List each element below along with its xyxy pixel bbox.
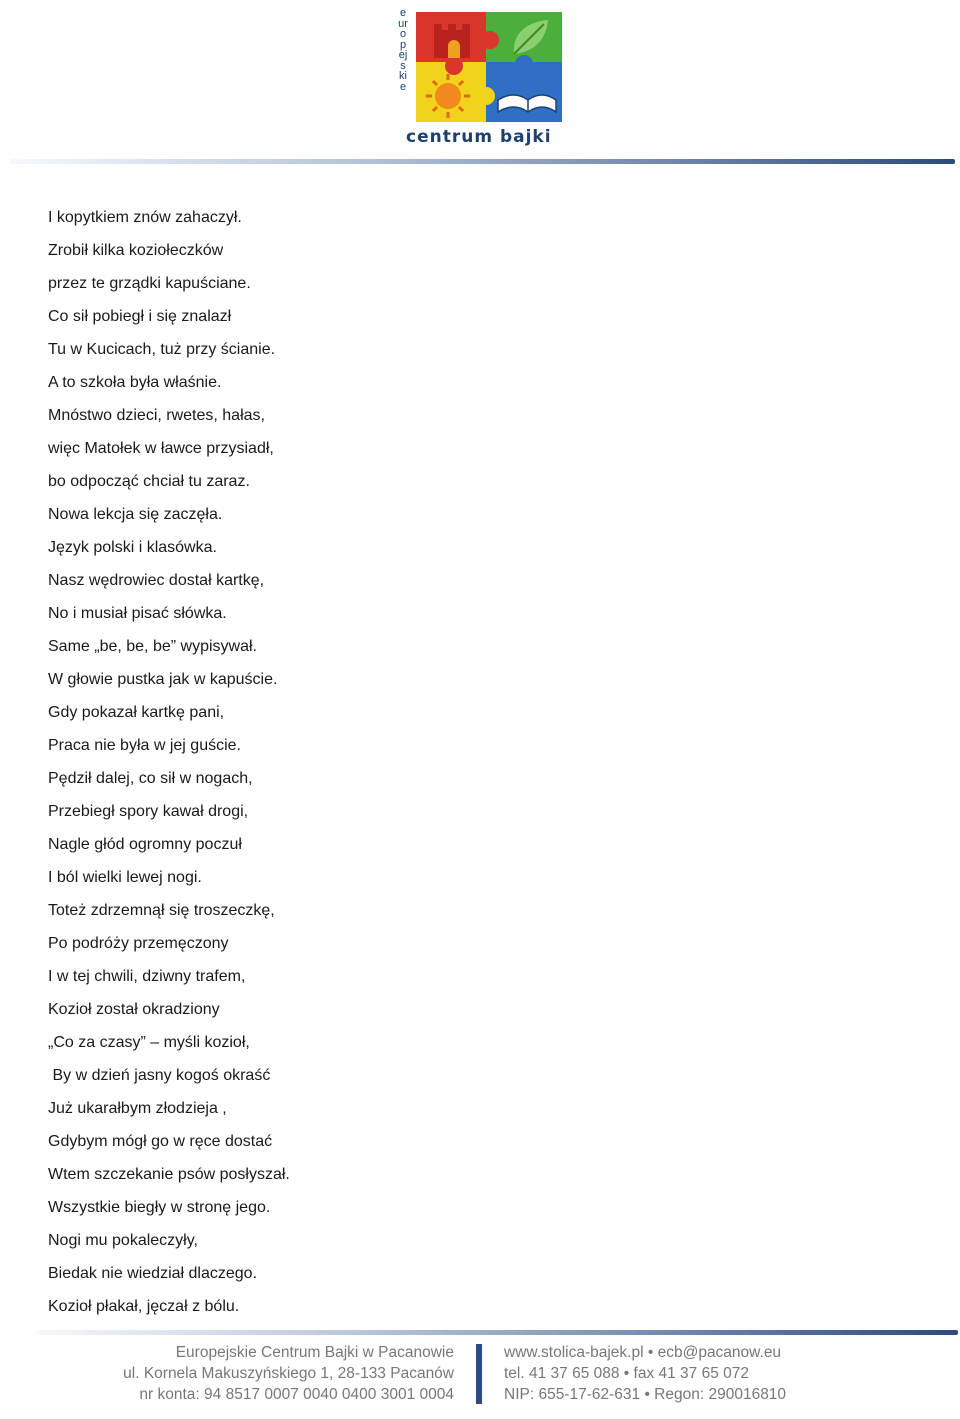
poem-line: Nogi mu pokaleczyły, bbox=[48, 1232, 198, 1249]
poem-line: Wszystkie biegły w stronę jego. bbox=[48, 1199, 271, 1216]
poem-line: bo odpocząć chciał tu zaraz. bbox=[48, 473, 250, 490]
poem-line: Praca nie była w jej guście. bbox=[48, 737, 241, 754]
footer-address-block bbox=[123, 1342, 454, 1405]
page-footer bbox=[0, 1328, 960, 1419]
poem-line: A to szkoła była właśnie. bbox=[48, 374, 222, 391]
footer-institution-name: Europejskie Centrum Bajki w Pacanowie bbox=[175, 1344, 454, 1361]
poem-line: Wtem szczekanie psów posłyszał. bbox=[48, 1166, 290, 1183]
poem-line: przez te grządki kapuściane. bbox=[48, 275, 251, 292]
poem-line: Kozioł płakał, jęczał z bólu. bbox=[48, 1298, 240, 1315]
poem-line: Mnóstwo dzieci, rwetes, hałas, bbox=[48, 407, 265, 424]
poem-line: Nowa lekcja się zaczęła. bbox=[48, 506, 223, 523]
poem-line: W głowie pustka jak w kapuście. bbox=[48, 671, 278, 688]
poem-line: Toteż zdrzemnął się troszeczkę, bbox=[48, 902, 275, 919]
poem-line: więc Matołek w ławce przysiadł, bbox=[48, 440, 274, 457]
footer-vertical-divider bbox=[476, 1344, 482, 1404]
footer-bank-account: nr konta: 94 8517 0007 0040 0400 3001 0004 bbox=[139, 1386, 454, 1403]
logo-vertical-text: europejskie bbox=[398, 7, 408, 93]
poem-line: I w tej chwili, dziwny trafem, bbox=[48, 968, 246, 985]
poem-line: Kozioł został okradziony bbox=[48, 1001, 220, 1018]
logo-title: centrum bajki bbox=[406, 127, 552, 147]
poem-line: Biedak nie wiedział dlaczego. bbox=[48, 1265, 258, 1282]
poem-line: „Co za czasy” – myśli kozioł, bbox=[48, 1034, 250, 1051]
poem-line: Tu w Kucicach, tuż przy ścianie. bbox=[48, 341, 276, 358]
footer-phone-fax: tel. 41 37 65 088 • fax 41 37 65 072 bbox=[504, 1365, 750, 1382]
poem-line: I kopytkiem znów zahaczył. bbox=[48, 209, 242, 226]
footer-web-email: www.stolica-bajek.pl • ecb@pacanow.eu bbox=[504, 1344, 782, 1361]
footer-divider-line bbox=[36, 1330, 958, 1335]
poem-line: Przebiegł spory kawał drogi, bbox=[48, 803, 249, 820]
footer-nip-regon: NIP: 655-17-62-631 • Regon: 290016810 bbox=[504, 1386, 787, 1403]
footer-contact-block bbox=[504, 1342, 786, 1405]
poem-line: Pędził dalej, co sił w nogach, bbox=[48, 770, 253, 787]
poem-line: Nagle głód ogromny poczuł bbox=[48, 836, 242, 853]
poem-line: Język polski i klasówka. bbox=[48, 539, 217, 556]
poem-line: Same „be, be, be” wypisywał. bbox=[48, 638, 257, 655]
page-header bbox=[0, 0, 960, 168]
poem-line: No i musiał pisać słówka. bbox=[48, 605, 227, 622]
poem-line: Gdybym mógł go w ręce dostać bbox=[48, 1133, 273, 1150]
poem-line: Co sił pobiegł i się znalazł bbox=[48, 308, 232, 325]
poem-text bbox=[48, 203, 648, 1316]
header-divider bbox=[10, 159, 955, 164]
poem-line: Po podróży przemęczony bbox=[48, 935, 229, 952]
poem-line: By w dzień jasny kogoś okraść bbox=[48, 1067, 271, 1084]
poem-line: Nasz wędrowiec dostał kartkę, bbox=[48, 572, 265, 589]
footer-address: ul. Kornela Makuszyńskiego 1, 28-133 Pacanów bbox=[123, 1365, 454, 1382]
poem-line: Zrobił kilka koziołeczków bbox=[48, 242, 224, 259]
poem-line: Gdy pokazał kartkę pani, bbox=[48, 704, 225, 721]
poem-line: Już ukarałbym złodzieja , bbox=[48, 1100, 227, 1117]
poem-line: I ból wielki lewej nogi. bbox=[48, 869, 202, 886]
